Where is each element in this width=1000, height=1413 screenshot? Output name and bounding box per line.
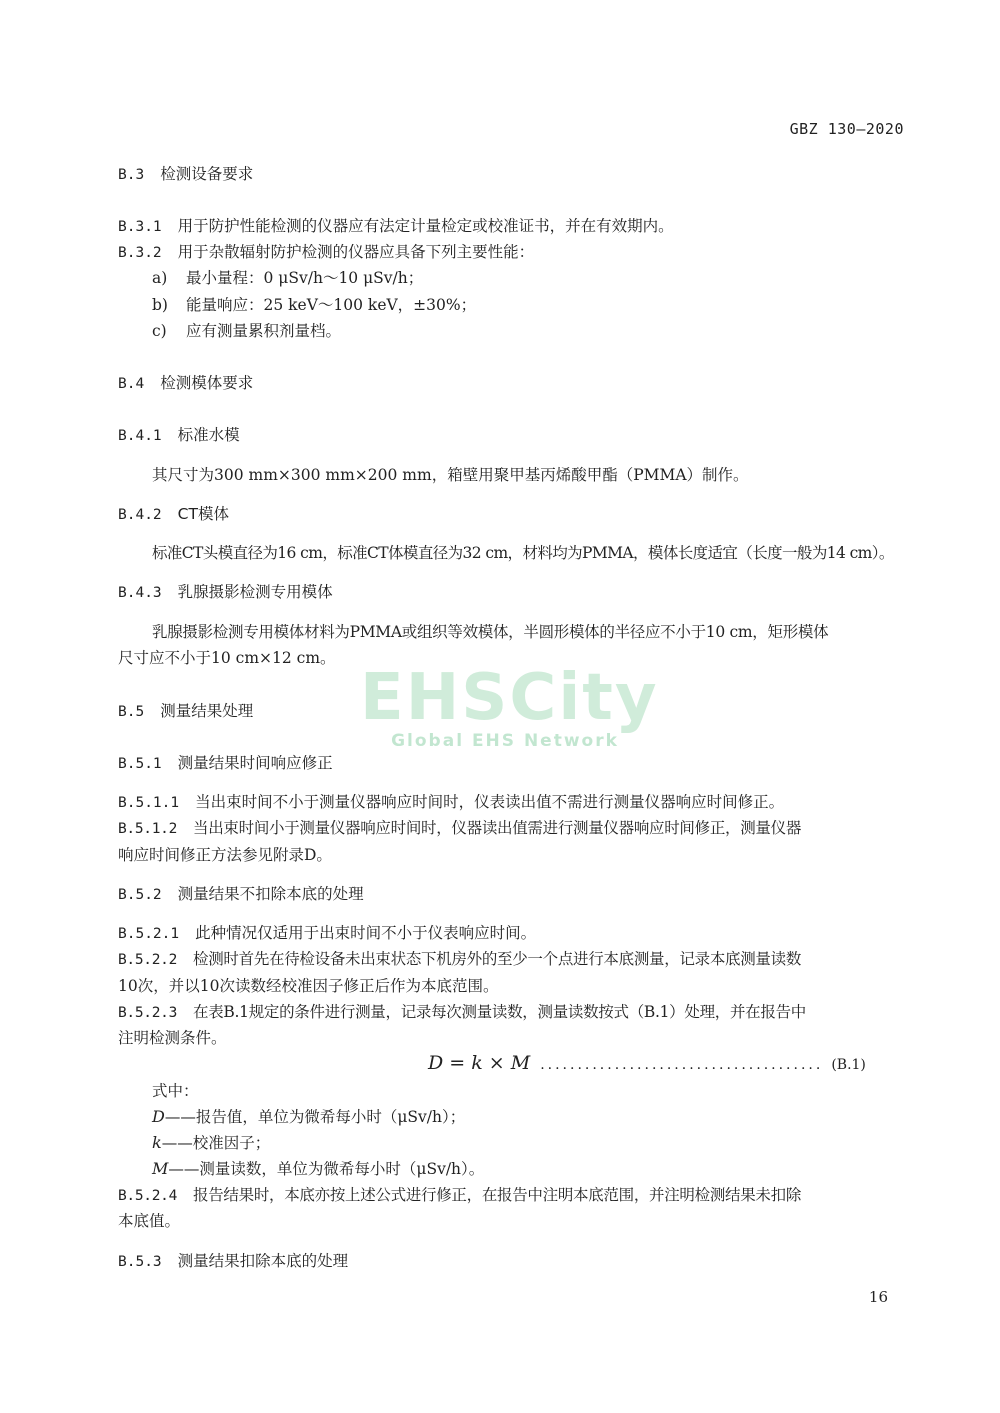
clause-b3-2: B.3.2 用于杂散辐射防护检测的仪器应具备下列主要性能： xyxy=(118,243,535,261)
paragraph-continuation: 本底值。 xyxy=(118,1212,181,1230)
paragraph: 其尺寸为300 mm×300 mm×200 mm，箱壁用聚甲基丙烯酸甲酯（PMMA）制作。 xyxy=(152,466,749,484)
watermark-sub-text: Global EHS Network xyxy=(391,731,619,751)
formula-leader-dots: ...................................... xyxy=(540,1057,824,1073)
section-heading-b4: B.4 检测模体要求 xyxy=(118,374,254,392)
subsection-heading-b5-3: B.5.3 测量结果扣除本底的处理 xyxy=(118,1252,349,1270)
where-label: 式中： xyxy=(152,1082,199,1100)
subsection-heading-b5-1: B.5.1 测量结果时间响应修正 xyxy=(118,754,333,772)
variable-definition: M——测量读数，单位为微希每小时（μSv/h）。 xyxy=(152,1159,485,1178)
clause-b3-1: B.3.1 用于防护性能检测的仪器应有法定计量检定或校准证书，并在有效期内。 xyxy=(118,217,674,235)
paragraph: 标准CT头模直径为16 cm，标准CT体模直径为32 cm，材料均为PMMA，模体长度适宜（长度一般为14 cm）。 xyxy=(152,544,894,562)
clause-b5-2-3: B.5.2.3 在表B.1规定的条件进行测量，记录每次测量读数，测量读数按式（B.1）处理，并在报告中 xyxy=(118,1003,806,1021)
section-heading-b3: B.3 检测设备要求 xyxy=(118,165,254,183)
paragraph-continuation: 尺寸应不小于10 cm×12 cm。 xyxy=(118,649,336,667)
formula-reference: (B.1) xyxy=(831,1057,866,1073)
subsection-heading-b5-2: B.5.2 测量结果不扣除本底的处理 xyxy=(118,885,364,903)
list-item: a) 最小量程：0 μSv/h～10 μSv/h； xyxy=(152,269,424,287)
section-heading-b5: B.5 测量结果处理 xyxy=(118,702,254,720)
subsection-heading-b4-2: B.4.2 CT模体 xyxy=(118,505,229,523)
watermark-logo xyxy=(360,661,659,751)
page-number: 16 xyxy=(868,1288,888,1306)
variable-definition: D——报告值，单位为微希每小时（μSv/h）； xyxy=(152,1107,466,1126)
variable-definition: k——校准因子； xyxy=(152,1133,271,1152)
list-item: b) 能量响应：25 keV～100 keV，±30%； xyxy=(152,296,477,314)
watermark-main-text: EHSCity xyxy=(360,661,659,735)
paragraph-continuation: 响应时间修正方法参见附录D。 xyxy=(118,846,332,864)
paragraph: 乳腺摄影检测专用模体材料为PMMA或组织等效模体，半圆形模体的半径应不小于10 cm，矩形模体 xyxy=(152,623,829,641)
subsection-heading-b4-3: B.4.3 乳腺摄影检测专用模体 xyxy=(118,583,333,601)
clause-b5-1-1: B.5.1.1 当出束时间不小于测量仪器响应时间时，仪表读出值不需进行测量仪器响应时间修正。 xyxy=(118,793,785,811)
formula-b1 xyxy=(428,1052,866,1074)
clause-b5-2-2: B.5.2.2 检测时首先在待检设备未出束状态下机房外的至少一个点进行本底测量，记录本底测量读数 xyxy=(118,950,802,968)
formula-expression: D = k × M xyxy=(428,1052,531,1074)
standard-number: GBZ 130—2020 xyxy=(789,120,904,138)
subsection-heading-b4-1: B.4.1 标准水模 xyxy=(118,426,240,444)
paragraph-continuation: 注明检测条件。 xyxy=(118,1029,227,1047)
paragraph-continuation: 10次，并以10次读数经校准因子修正后作为本底范围。 xyxy=(118,977,499,995)
clause-b5-2-4: B.5.2.4 报告结果时，本底亦按上述公式进行修正，在报告中注明本底范围，并注明检测结果未扣除 xyxy=(118,1186,802,1204)
clause-b5-2-1: B.5.2.1 此种情况仅适用于出束时间不小于仪表响应时间。 xyxy=(118,924,537,942)
list-item: c) 应有测量累积剂量档。 xyxy=(152,322,342,340)
clause-b5-1-2: B.5.1.2 当出束时间小于测量仪器响应时间时，仪器读出值需进行测量仪器响应时间修正，测量仪器 xyxy=(118,819,802,837)
